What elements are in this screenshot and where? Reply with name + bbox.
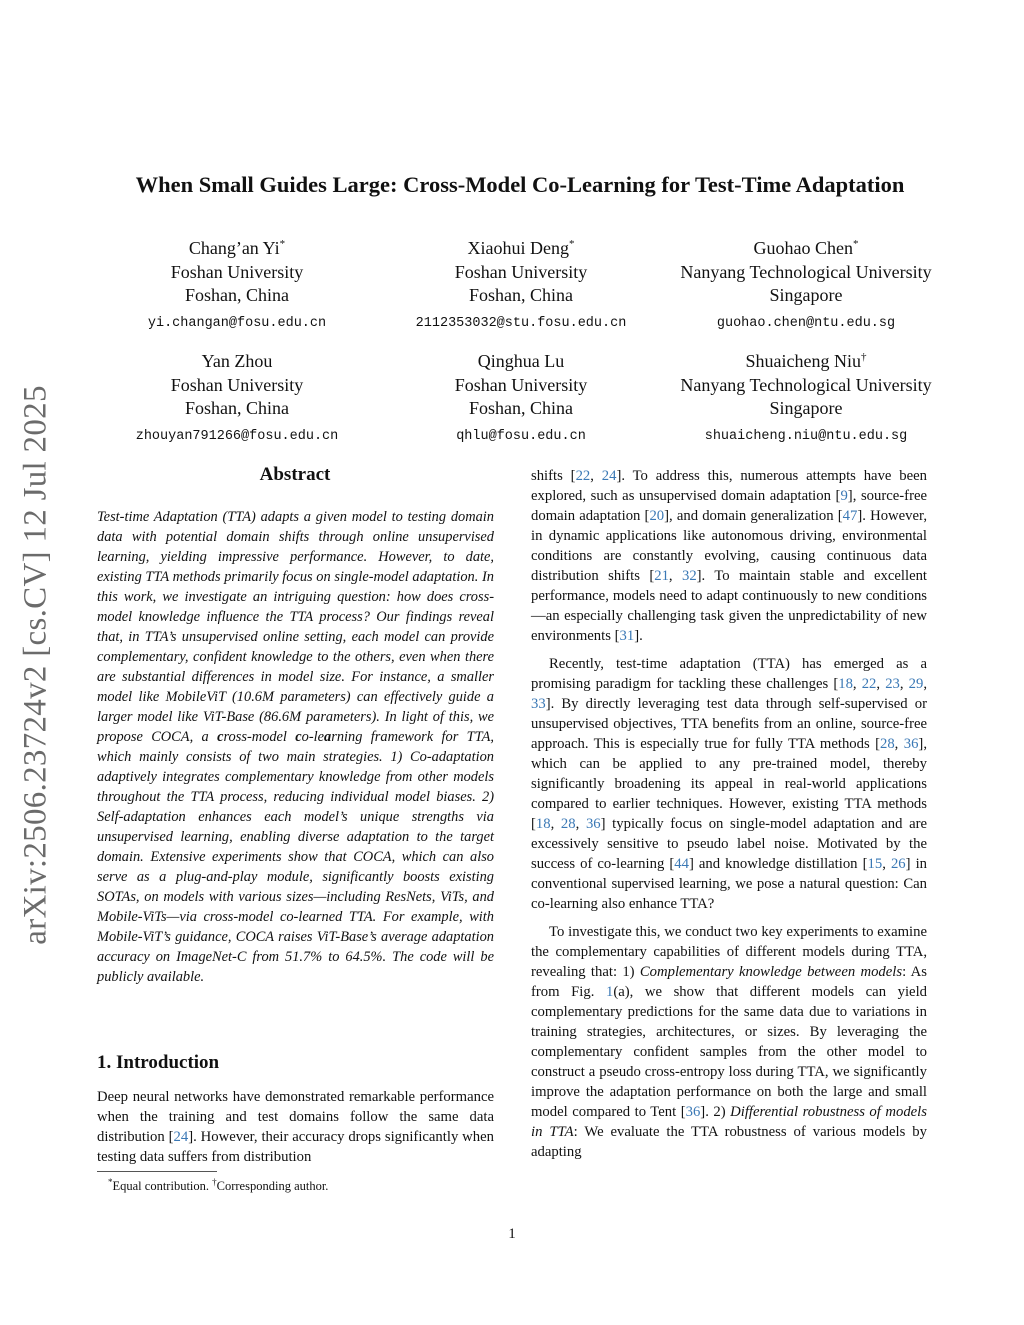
- acronym-letter: c: [295, 729, 302, 745]
- citation-link[interactable]: 18: [535, 816, 551, 832]
- page-number: 1: [508, 1226, 516, 1242]
- citation-link[interactable]: 22: [861, 676, 877, 692]
- citation-link[interactable]: 36: [903, 736, 919, 752]
- intro-paragraph: [97, 1087, 494, 1167]
- body-text: Deep neural networks have demonstrated remarkable performance when the training and test domains follow the same data distribution [: [97, 1089, 494, 1145]
- citation-link[interactable]: 47: [842, 508, 858, 524]
- author-name: Yan Zhou: [201, 351, 273, 371]
- citation-link[interactable]: 20: [649, 508, 665, 524]
- separator: ,: [899, 676, 909, 692]
- author-mark: *: [568, 238, 575, 250]
- body-text: ] in conventional supervised learning, we pose a natural question: Can co-learning also enhance TTA?: [531, 856, 928, 912]
- author-location: Foshan, China: [184, 285, 289, 305]
- abstract-text: Test-time Adaptation (TTA) adapts a given model to testing domain data with potential domain shifts through online unsupervised learning, yielding impressive performance. However, to date, existing TTA methods primarily focus on single-model adaptation. In this work, we investigate an intriguing question: how does cross-model knowledge influence the TTA process? Our findings reveal that, in TTA’s unsupervised online setting, each model can provide complementary, confident knowledge to the others, even when there are substantial differences in model size. For instance, a smaller model like MobileViT (10.6M parameters) can effectively guide a larger model like ViT-Base (86.6M parameters). In light of this, we propose COCA, a: [97, 509, 494, 745]
- author-location: Singapore: [769, 285, 843, 305]
- citation-link[interactable]: 28: [879, 736, 895, 752]
- citation-link[interactable]: 23: [885, 676, 900, 692]
- author-block: [656, 233, 956, 335]
- separator: ,: [575, 816, 586, 832]
- acronym-letter: a: [324, 729, 332, 745]
- author-name: Guohao Chen: [753, 238, 853, 258]
- author-name: Chang’an Yi: [188, 238, 280, 258]
- citation-link[interactable]: 33: [531, 696, 546, 712]
- arxiv-identifier-stamp: [14, 380, 58, 950]
- citation-link[interactable]: 31: [619, 628, 635, 644]
- citation-link[interactable]: 9: [840, 488, 848, 504]
- author-block: [87, 346, 387, 448]
- author-name: Qinghua Lu: [477, 351, 565, 371]
- author-block: [371, 346, 671, 448]
- author-block: [87, 233, 387, 335]
- author-email[interactable]: guohao.chen@ntu.edu.sg: [716, 315, 896, 331]
- author-email[interactable]: yi.changan@fosu.edu.cn: [147, 315, 327, 331]
- abstract-body: [97, 507, 494, 987]
- body-paragraph: [531, 922, 927, 1162]
- author-affiliation: Foshan University: [454, 374, 588, 395]
- body-text: Recently, test-time adaptation (TTA) has emerged as a promising paradigm for tackling these challenges [: [531, 656, 927, 692]
- body-text: (a), we show that different models can yield complementary predictions for the same data due to variations in training strategies, architectures, or sizes. By leveraging the complementary confident samples from the other model to construct a pseudo cross-entropy loss during TTA, we significantly improve the adaptation performance on both the large and small model compared to Tent [: [531, 984, 927, 1120]
- body-paragraph: [531, 466, 927, 646]
- author-affiliation: Nanyang Technological University: [680, 374, 932, 395]
- body-text: ]. To address this, numerous attempts have been explored, such as unsupervised domain adaptation [: [531, 468, 928, 504]
- body-text: ]. To maintain stable and excellent performance, models need to adapt continuously to new conditions—an especially challenging task given the unpredictability of new environments [: [531, 568, 928, 644]
- body-text: ] typically focus on single-model adaptation and are excessively sensitive to pseudo label noise. Motivated by the success of co-learning [: [531, 816, 927, 872]
- body-text: : We evaluate the TTA robustness of various models by adapting: [531, 1124, 927, 1160]
- author-email[interactable]: zhouyan791266@fosu.edu.cn: [135, 428, 339, 444]
- footnote-text: Equal contribution.: [112, 1179, 213, 1194]
- author-block: [371, 233, 671, 335]
- acronym-letter: c: [217, 729, 224, 745]
- body-text: To investigate this, we conduct two key experiments to examine the complementary capabilities of different models during TTA, revealing that: 1): [531, 924, 927, 980]
- abstract-text: rning framework for TTA, which mainly consists of two main strategies. 1) Co-adaptation adaptively integrates complementary knowledge from other models throughout the TTA process, reducing individual model biases. 2) Self-adaptation enhances each model’s unique strengths via unsupervised learning, enabling diverse adaptation to the target domain. Extensive experiments show that COCA, which can also serve as a plug-and-play module, significantly boosts existing SOTAs, on models with various sizes—including ResNets, ViTs, and Mobile-ViTs—via cross-model co-learned TTA. For example, with Mobile-ViT’s guidance, COCA raises ViT-Base’s average adaptation accuracy on ImageNet-C from 51.7% to 64.5%. The code will be publicly available.: [97, 729, 494, 985]
- arxiv-identifier-text: arXiv:2506.23724v2 [cs.CV] 12 Jul 2025: [17, 385, 54, 945]
- author-affiliation: Nanyang Technological University: [680, 261, 932, 282]
- figure-link[interactable]: 1: [605, 984, 614, 1000]
- author-email[interactable]: 2112353032@stu.fosu.edu.cn: [415, 315, 627, 331]
- body-text: ]. By directly leveraging test data through self-supervised or unsupervised objectives, TTA benefits from an online, source-free approach. This is especially true for fully TTA methods [: [531, 696, 927, 752]
- footnote-mark: †: [212, 1177, 217, 1187]
- author-affiliation: Foshan University: [170, 261, 304, 282]
- citation-link[interactable]: 44: [674, 856, 689, 872]
- abstract-text: o-le: [301, 729, 325, 745]
- paper-title: When Small Guides Large: Cross-Model Co-Learning for Test-Time Adaptation: [135, 172, 905, 197]
- separator: ,: [852, 676, 862, 692]
- footnote: [108, 1177, 328, 1194]
- citation-link[interactable]: 24: [601, 468, 617, 484]
- author-affiliation: Foshan University: [454, 261, 588, 282]
- body-text: ]. However, their accuracy drops significantly when testing data suffers from distribution: [97, 1129, 494, 1165]
- separator: ,: [668, 568, 682, 584]
- separator: ,: [876, 676, 886, 692]
- author-block: [656, 346, 956, 448]
- citation-link[interactable]: 26: [890, 856, 906, 872]
- separator: ,: [894, 736, 904, 752]
- separator: ,: [550, 816, 561, 832]
- body-text: ], which can be applied to any pre-trained model, thereby significantly broadening its appeal in real-world applications compared to earlier techniques. However, existing TTA methods [: [531, 736, 927, 832]
- author-mark: *: [852, 238, 859, 250]
- separator: ,: [882, 856, 891, 872]
- citation-link[interactable]: 28: [560, 816, 576, 832]
- body-text: ], source-free domain adaptation [: [531, 488, 928, 524]
- footnote-mark: *: [108, 1177, 113, 1187]
- separator: ,: [590, 468, 602, 484]
- author-name: Xiaohui Deng: [467, 238, 569, 258]
- emphasis-text: Complementary knowledge between models: [639, 964, 903, 980]
- citation-link[interactable]: 36: [685, 1104, 701, 1120]
- author-mark: †: [860, 351, 867, 363]
- body-text: shifts [: [531, 468, 576, 484]
- section-heading-introduction: 1. Introduction: [97, 1052, 220, 1073]
- citation-link[interactable]: 22: [575, 468, 591, 484]
- author-affiliation: Foshan University: [170, 374, 304, 395]
- body-text: ]. However, in dynamic applications like autonomous driving, environmental conditions are constantly evolving, causing continuous data distribution shifts [: [531, 508, 927, 584]
- body-text: ].: [634, 628, 643, 644]
- citation-link[interactable]: 21: [654, 568, 669, 584]
- abstract-heading: Abstract: [259, 464, 331, 485]
- footnote-text: Corresponding author.: [216, 1179, 329, 1194]
- citation-link[interactable]: 24: [173, 1129, 189, 1145]
- citation-link[interactable]: 29: [908, 676, 924, 692]
- abstract-text: ross-model: [223, 729, 296, 745]
- citation-link[interactable]: 15: [867, 856, 883, 872]
- author-mark: *: [279, 238, 286, 250]
- citation-link[interactable]: 18: [838, 676, 853, 692]
- author-name: Shuaicheng Niu: [745, 351, 861, 371]
- right-column: [531, 466, 927, 1170]
- author-email[interactable]: shuaicheng.niu@ntu.edu.sg: [704, 428, 908, 444]
- separator: ,: [923, 676, 928, 692]
- author-location: Foshan, China: [468, 285, 573, 305]
- body-text: : As from Fig.: [531, 964, 927, 1000]
- body-text: ]. 2): [700, 1104, 731, 1120]
- citation-link[interactable]: 32: [681, 568, 697, 584]
- body-paragraph: [531, 654, 927, 914]
- body-text: ], and domain generalization [: [664, 508, 843, 524]
- author-location: Singapore: [769, 398, 843, 418]
- author-email[interactable]: qhlu@fosu.edu.cn: [456, 428, 586, 444]
- citation-link[interactable]: 36: [585, 816, 601, 832]
- author-location: Foshan, China: [468, 398, 573, 418]
- emphasis-text: Differential robustness of models in TTA: [531, 1104, 927, 1140]
- body-text: ] and knowledge distillation [: [688, 856, 868, 872]
- author-location: Foshan, China: [184, 398, 289, 418]
- footnote-divider: [97, 1171, 217, 1172]
